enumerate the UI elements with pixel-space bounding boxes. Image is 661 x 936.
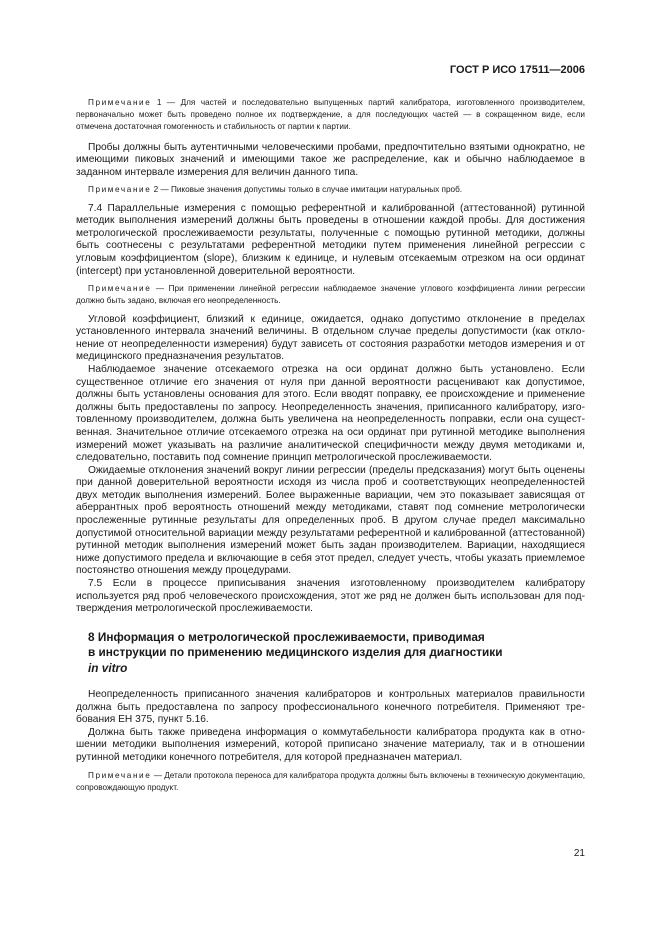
page-number: 21 (573, 848, 585, 859)
paragraph-uncertainty: Неопределенность приписанного значения калибраторов и контрольных материалов правильности должна быть предоставлена по запросу профессионального конечного потребителя. Применяют требования ЕН 375, пункт 5.16. (76, 689, 585, 726)
section-8-heading: 8 Информация о метрологической прослеживаемости, приводимая в инструкции по применению медицинского изделия для диагностики in vitro (88, 629, 503, 675)
note-label: Примечание (88, 770, 152, 780)
page-header: ГОСТ Р ИСО 17511—2006 (449, 64, 585, 76)
paragraph-commutability: Должна быть также приведена информация о коммутабельности калибратора продукта как в отношении методики выполнения измерений, которой приписано значение материалу, так и в отношении рутинной методики конечного потребителя, для которой предназначен материал. (76, 726, 585, 763)
note-text: Пиковые значения допустимы только в случае имитации натуральных проб. (170, 185, 463, 195)
paragraph-samples: Пробы должны быть аутентичными человеческими пробами, предпочтительно взятыми однократно, не имеющими пиковых значений и имеющими такое же распределение, как и обычно наблюдаемое в заданном интервале измерения для величин данного типа. (76, 141, 585, 178)
paragraph-7-5: 7.5 Если в процессе приписывания значения изготовленному производителем калибратору используется ряд проб человеческого происхождения, этот же ряд не должен быть использован для подтверждения метрологической прослеживаемости. (76, 578, 585, 615)
paragraph-7-4: 7.4 Параллельные измерения с помощью референтной и калиброванной (аттестованной) рутинной методик выполнения измерений должны быть проведены в отношении каждой пробы. Для достижения метрологической прослеживаемости результаты, полученные с помощью рутинной методики, должны быть соотнесены с результатами референтной методики путем применения линейной регрессии с угловым коэффициентом (slope), близким к единице, и нулевым отсекаемым отрезком на оси ординат (intercept) при установленной доверительной вероятности. (76, 202, 585, 277)
paragraph-slope: Угловой коэффициент, близкий к единице, ожидается, однако допустимо отклонение в пределах установленного интервала значений величины. В отдельном случае пределы допустимости (как отклонение от неопределенности измерения) будут зависеть от состояния разработки методов измерения и от медицинского предназначения результатов. (76, 313, 585, 363)
note-3: Примечание — При применении линейной регрессии наблюдаемое значение углового коэффициента линии регрессии должно быть задано, включая его неопределенность. (76, 284, 585, 306)
note-label: Примечание (88, 98, 152, 107)
note-text: Детали протокола переноса для калибратора продукта должны быть включены в техническую документацию, сопровождающую продукт. (76, 770, 585, 792)
paragraph-deviations: Ожидаемые отклонения значений вокруг линии регрессии (пределы предсказания) могут быть оценены при данной доверительной вероятности исходя из числа проб и соответствующих неопределенностей двух методик выполнения измерений. Более выраженные вариации, чем это показывает зависящая от аберрантных проб вероятность отношений между методиками, ставят под сомнение метрологически прослеженные рутинные результаты для определенных проб. В другом случае предел максимально допустимой относительной вариации между результатами референтной и калиброванной (аттестованной) рутинной методик выполнения измерений может быть задан производителем. Вариации, находящиеся ниже допустимого предела и включающие в себя этот предел, следует учесть, чтобы указать приемлемое постоянство отношения между процедурами. (76, 464, 585, 577)
paragraph-intercept: Наблюдаемое значение отсекаемого отрезка на оси ординат должно быть установлено. Если существенное отличие его значения от нуля при данной вероятности расценивают как допустимое, должны быть установлены основания для этого. Если вводят поправку, ее происхождение и применение должны быть предоставлены по запросу. Неопределенность значения, приписанного калибратору, изготовленному производителем, должна быть увеличена на неопределенность поправки, если она существенная. Значительное отличие отсекаемого отрезка на оси ординат при рутинной методике выполнения измерений может указывать на различие аналитической специфичности между двумя методиками и, следовательно, поставить под сомнение принцип метрологической прослеживаемости. (76, 363, 585, 464)
page-content (76, 92, 585, 800)
note-label: Примечание (88, 284, 152, 294)
note-2: Примечание 2 — Пиковые значения допустимы только в случае имитации натуральных проб. (88, 185, 463, 195)
note-1: Примечание 1 — Для частей и последовательно выпущенных партий калибратора, изготовленного производителем, первоначально может быть проведено полное их подтверждение, а для последующих частей — в сокращенном виде, если отмечена достаточная гомогенность и стабильность от партии к партии. (76, 98, 585, 132)
note-label: Примечание (88, 185, 152, 195)
note-text: Для частей и последовательно выпущенных партий калибратора, изготовленного производителем, первоначально может быть проведено полное их подтверждение, а для последующих частей — в сокращенном виде, если отмечена достаточная гомогенность и стабильность от партии к партии. (76, 98, 585, 132)
note-text: При применении линейной регрессии наблюдаемое значение углового коэффициента линии регрессии должно быть задано, включая его неопределенность. (76, 284, 585, 306)
note-4: Примечание — Детали протокола переноса для калибратора продукта должны быть включены в техническую документацию, сопровождающую продукт. (76, 770, 585, 792)
